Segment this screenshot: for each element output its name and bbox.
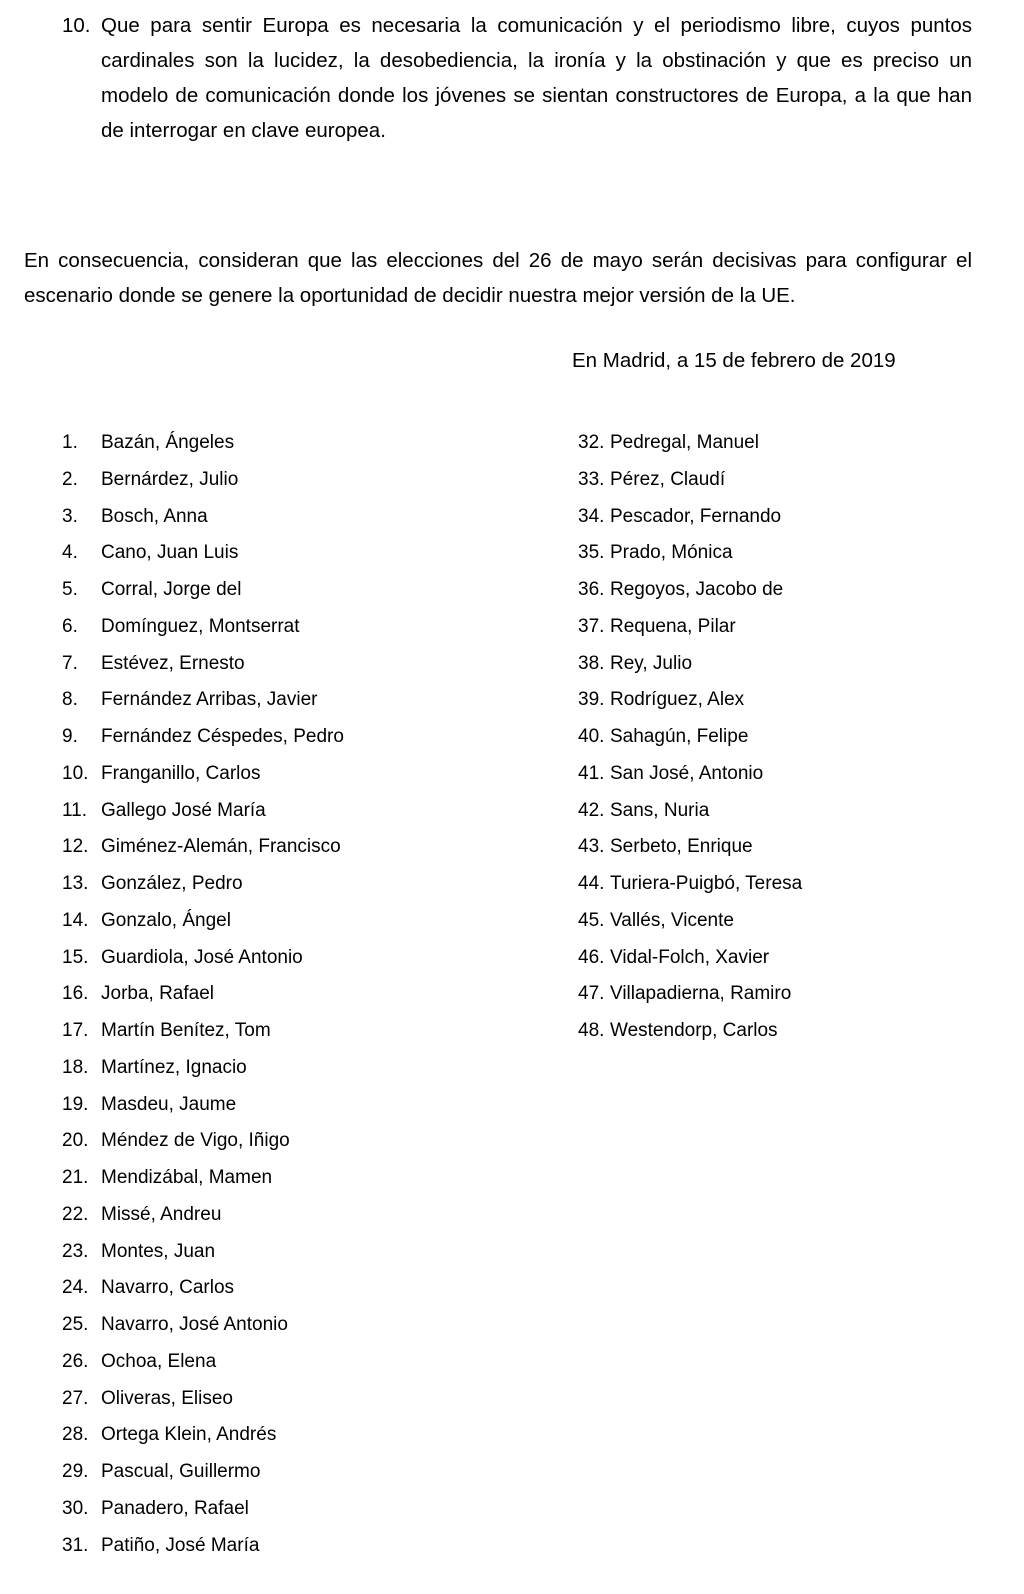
signatory-name: Pascual, Guillermo [101,1461,261,1482]
signatory-name: Corral, Jorge del [101,579,242,600]
signatory-name: Panadero, Rafael [101,1497,249,1519]
signatory-number: 48. [578,1020,605,1041]
signatory-item [578,506,998,543]
signatory-name: Rodríguez, Alex [610,689,745,711]
signatory-name: Giménez-Alemán, Francisco [101,836,341,858]
signatory-name: Regoyos, Jacobo de [610,579,784,600]
signatory-item [578,910,998,947]
signatory-number: 16. [62,983,89,1005]
signatory-name: Sahagún, Felipe [610,726,749,747]
signatory-item [578,763,998,800]
signatory-number: 36. [578,579,605,600]
signatory-number: 43. [578,836,605,858]
signatory-name: Oliveras, Eliseo [101,1387,233,1409]
signatory-item [578,579,998,616]
signatory-name: González, Pedro [101,873,243,894]
signatory-item [62,1277,502,1314]
signatory-number: 5. [62,579,78,600]
signatory-name: Westendorp, Carlos [610,1020,778,1041]
signatory-number: 13. [62,873,89,894]
signatory-number: 28. [62,1424,89,1446]
signatory-item [62,1424,502,1461]
signatory-item [62,542,502,579]
signatory-number: 7. [62,652,78,674]
signatory-number: 10. [62,762,89,784]
signatory-item [62,432,502,469]
signatory-item [578,689,998,726]
signatory-number: 34. [578,505,605,527]
signatory-number: 15. [62,946,89,968]
signatory-number: 1. [62,432,78,453]
signatory-name: Gallego José María [101,799,266,821]
signatory-number: 37. [578,615,605,637]
signatory-name: Fernández Arribas, Javier [101,689,318,711]
clause-text: Que para sentir Europa es necesaria la comunicación y el periodismo libre, cuyos puntos cardinales son la lucidez, la desobediencia, la ironía y la obstinación y que es preciso un modelo de comunicación donde los jóvenes se sientan constructores de Europa, a la que han de interrogar en clave europea. [101,14,972,142]
signatory-number: 25. [62,1314,89,1335]
signatory-name: Bernárdez, Julio [101,468,239,490]
signatory-name: Domínguez, Montserrat [101,615,300,637]
signatory-item [62,1388,502,1425]
signatory-item [578,836,998,873]
signatory-item [62,1167,502,1204]
signatory-number: 32. [578,432,605,453]
signatory-item [578,983,998,1020]
signatory-item [62,1130,502,1167]
signatory-number: 24. [62,1277,89,1299]
signatory-item [62,506,502,543]
signatory-item [62,1314,502,1351]
signatory-list [0,432,1024,1582]
signatory-item [578,432,998,469]
signatory-item [62,947,502,984]
signatory-name: Bazán, Ángeles [101,432,235,453]
signatory-number: 45. [578,909,605,931]
signatory-item [62,1498,502,1535]
signatory-number: 19. [62,1093,89,1115]
signatory-number: 8. [62,689,78,711]
signatory-number: 39. [578,689,605,711]
signatory-item [62,1461,502,1498]
signatory-number: 33. [578,468,605,490]
signatory-item [62,1204,502,1241]
signatory-item [62,1351,502,1388]
signatory-name: Pescador, Fernando [610,505,782,527]
dateline: En Madrid, a 15 de febrero de 2019 [572,349,896,372]
signatory-number: 21. [62,1167,89,1188]
signatory-number: 41. [578,762,605,784]
signatory-name: Vallés, Vicente [610,909,734,931]
signatory-number: 27. [62,1387,89,1409]
signatory-item [62,1241,502,1278]
signatory-item [62,726,502,763]
signatory-number: 46. [578,946,605,968]
signatory-name: Estévez, Ernesto [101,652,245,674]
signatory-name: Montes, Juan [101,1240,216,1262]
signatory-name: Franganillo, Carlos [101,762,261,784]
signatory-name: Gonzalo, Ángel [101,909,231,931]
signatory-number: 20. [62,1130,89,1152]
signatory-name: Navarro, José Antonio [101,1314,288,1335]
signatory-item [578,1020,998,1057]
signatory-number: 6. [62,615,78,637]
signatory-name: Jorba, Rafael [101,983,215,1005]
signatory-number: 14. [62,909,89,931]
signatory-name: Navarro, Carlos [101,1277,235,1299]
signatory-item [62,836,502,873]
signatory-name: Fernández Céspedes, Pedro [101,726,344,747]
signatory-name: Patiño, José María [101,1534,260,1556]
signatory-number: 23. [62,1240,89,1262]
signatory-name: Turiera-Puigbó, Teresa [610,873,803,894]
signatory-name: Sans, Nuria [610,799,710,821]
signatory-name: Martín Benítez, Tom [101,1020,271,1041]
signatory-column-right [578,432,998,1057]
signatory-name: Mendizábal, Mamen [101,1167,273,1188]
signatory-name: Rey, Julio [610,652,693,674]
signatory-item [62,1535,502,1572]
signatory-number: 47. [578,983,605,1005]
signatory-number: 4. [62,542,78,564]
signatory-number: 9. [62,726,78,747]
signatory-item [578,873,998,910]
signatory-name: Bosch, Anna [101,505,208,527]
signatory-name: Villapadierna, Ramiro [610,983,792,1005]
signatory-number: 22. [62,1203,89,1225]
signatory-number: 29. [62,1461,89,1482]
signatory-number: 26. [62,1350,89,1372]
signatory-item [62,653,502,690]
signatory-number: 17. [62,1020,89,1041]
signatory-number: 40. [578,726,605,747]
clause-item-10 [62,8,972,148]
signatory-number: 31. [62,1534,89,1556]
signatory-item [62,983,502,1020]
signatory-name: Ochoa, Elena [101,1350,217,1372]
signatory-item [62,873,502,910]
signatory-number: 12. [62,836,89,858]
consequence-paragraph: En consecuencia, consideran que las elecciones del 26 de mayo serán decisivas para configurar el escenario donde se genere la oportunidad de decidir nuestra mejor versión de la UE. [24,248,972,307]
signatory-number: 3. [62,505,78,527]
signatory-name: Guardiola, José Antonio [101,946,303,968]
signatory-number: 2. [62,468,78,490]
signatory-item [578,616,998,653]
signatory-column-left [62,432,502,1571]
signatory-item [578,726,998,763]
signatory-number: 42. [578,799,605,821]
signatory-item [578,469,998,506]
signatory-item [578,542,998,579]
signatory-name: Masdeu, Jaume [101,1093,237,1115]
signatory-name: Méndez de Vigo, Iñigo [101,1130,290,1152]
signatory-name: Vidal-Folch, Xavier [610,946,770,968]
signatory-number: 35. [578,542,605,564]
signatory-item [578,800,998,837]
signatory-item [62,689,502,726]
signatory-number: 30. [62,1497,89,1519]
signatory-number: 38. [578,652,605,674]
signatory-item [62,1057,502,1094]
signatory-name: Requena, Pilar [610,615,736,637]
signatory-name: Serbeto, Enrique [610,836,753,858]
signatory-item [62,616,502,653]
signatory-item [62,579,502,616]
signatory-number: 11. [62,799,88,821]
signatory-item [62,1020,502,1057]
signatory-number: 44. [578,873,605,894]
signatory-item [62,763,502,800]
clause-number: 10. [62,14,91,37]
signatory-item [62,1094,502,1131]
signatory-name: Ortega Klein, Andrés [101,1424,277,1446]
signatory-name: Martínez, Ignacio [101,1056,247,1078]
signatory-item [62,800,502,837]
signatory-item [62,910,502,947]
signatory-name: Missé, Andreu [101,1203,222,1225]
signatory-name: Cano, Juan Luis [101,542,239,564]
signatory-name: Pedregal, Manuel [610,432,759,453]
signatory-item [578,653,998,690]
signatory-name: San José, Antonio [610,762,764,784]
signatory-number: 18. [62,1056,89,1078]
signatory-name: Prado, Mónica [610,542,733,564]
signatory-item [62,469,502,506]
signatory-name: Pérez, Claudí [610,468,726,490]
signatory-item [578,947,998,984]
